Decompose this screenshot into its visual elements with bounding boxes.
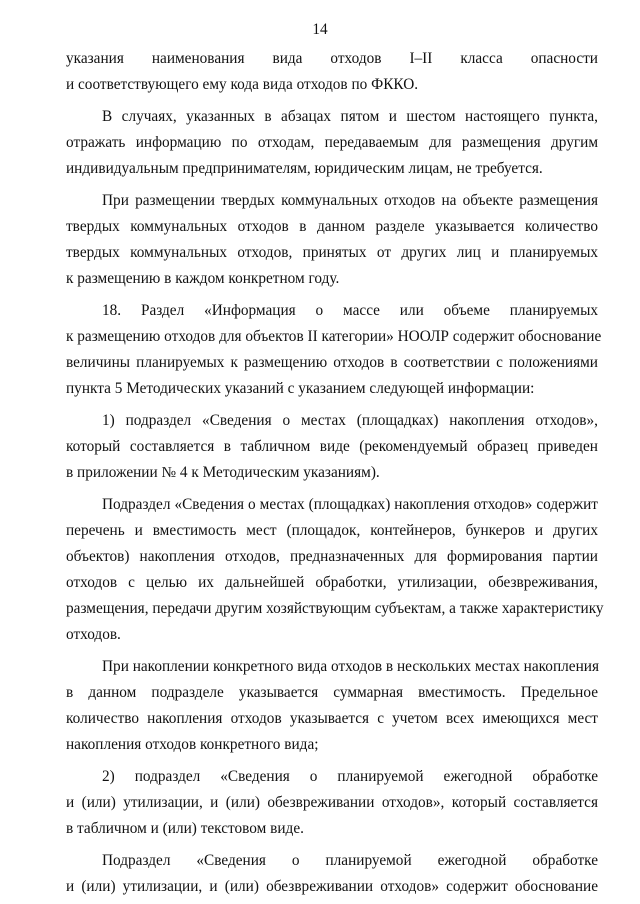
text-line: При накоплении конкретного вида отходов в нескольких местах накопления — [102, 658, 599, 675]
text-line: перечень и вместимость мест (площадок, контейнеров, бункеров и других — [66, 522, 598, 539]
text-line: и (или) утилизации, и (или) обезвреживании отходов», который составляется — [66, 794, 598, 811]
paragraph — [66, 492, 604, 648]
text-line: объектов) накопления отходов, предназначенных для формирования партии — [66, 548, 598, 565]
text-line: В случаях, указанных в абзацах пятом и шестом настоящего пункта, — [102, 108, 598, 125]
text-line: который составляется в табличном виде (рекомендуемый образец приведен — [66, 438, 598, 455]
text-line: Подраздел «Сведения о местах (площадках) накопления отходов» содержит — [102, 496, 598, 513]
text-line: 18. Раздел «Информация о массе или объеме планируемых — [102, 302, 598, 319]
text-line: в приложении № 4 к Методическим указаниям). — [66, 464, 380, 481]
text-line: Подраздел «Сведения о планируемой ежегодной обработке — [102, 852, 598, 869]
paragraph — [66, 848, 598, 900]
text-line: отходов с целью их дальнейшей обработки, утилизации, обезвреживания, — [66, 574, 598, 591]
text-line: твердых коммунальных отходов, принятых от других лиц и планируемых — [66, 244, 598, 261]
text-line: отражать информацию по отходам, передаваемым для размещения другим — [66, 134, 598, 151]
paragraph — [66, 104, 598, 182]
document-body — [66, 46, 604, 900]
text-line: величины планируемых к размещению отходов в соответствии с положениями — [66, 354, 598, 371]
paragraph — [66, 654, 598, 758]
text-line: твердых коммунальных отходов в данном разделе указывается количество — [66, 218, 598, 235]
text-line: При размещении твердых коммунальных отходов на объекте размещения — [102, 192, 598, 209]
text-line: 1) подраздел «Сведения о местах (площадках) накопления отходов», — [102, 412, 598, 429]
text-line: размещения, передачи другим хозяйствующим субъектам, а также характеристику — [66, 600, 604, 617]
paragraph — [66, 408, 598, 486]
text-line: отходов. — [66, 626, 121, 643]
paragraph — [66, 46, 598, 98]
text-line: к размещению в каждом конкретном году. — [66, 270, 340, 287]
paragraph — [66, 188, 598, 292]
text-line: и (или) утилизации, и (или) обезвреживании отходов» содержит обоснование — [66, 878, 598, 895]
text-line: в табличном и (или) текстовом виде. — [66, 820, 304, 837]
paragraph — [66, 298, 602, 402]
text-line: к размещению отходов для объектов II категории» НООЛР содержит обоснование — [66, 328, 602, 345]
text-line: количество накопления отходов указывается с учетом всех имеющихся мест — [66, 710, 598, 727]
text-line: индивидуальным предпринимателям, юридическим лицам, не требуется. — [66, 160, 543, 177]
text-line: указания наименования вида отходов I–II класса опасности — [66, 50, 598, 67]
text-line: 2) подраздел «Сведения о планируемой ежегодной обработке — [102, 768, 598, 785]
text-line: в данном подразделе указывается суммарная вместимость. Предельное — [66, 684, 598, 701]
text-line: пункта 5 Методических указаний с указанием следующей информации: — [66, 380, 535, 397]
paragraph — [66, 764, 598, 842]
page-number: 14 — [312, 21, 328, 38]
text-line: и соответствующего ему кода вида отходов по ФККО. — [66, 76, 419, 93]
text-line: накопления отходов конкретного вида; — [66, 736, 319, 753]
